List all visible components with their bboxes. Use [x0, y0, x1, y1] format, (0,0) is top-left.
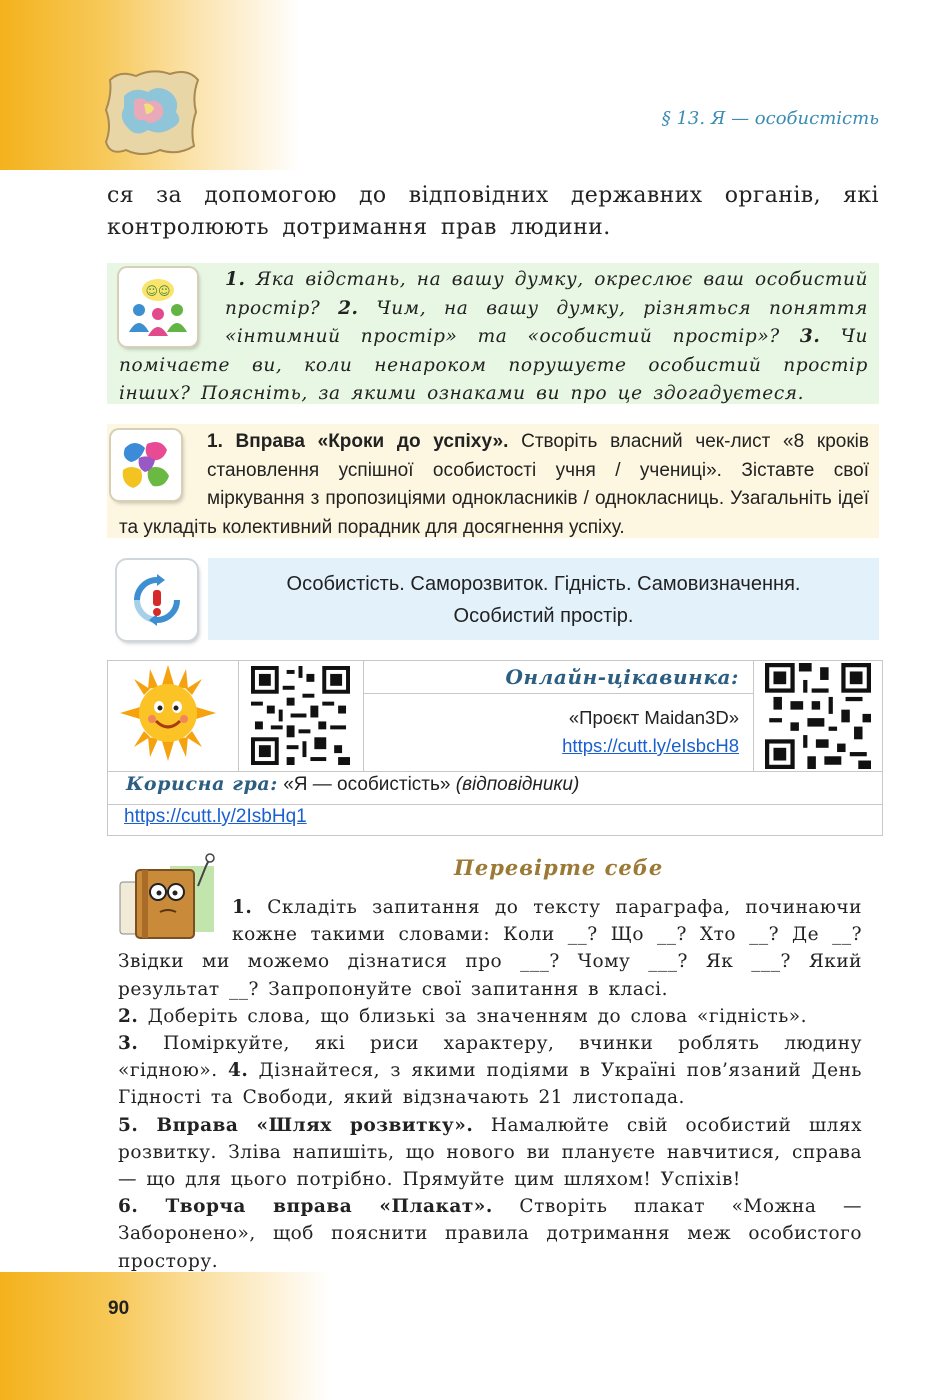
- task-2: [118, 1003, 862, 1030]
- intro-text: ся за допомогою до відповідних державних органів, які контролюють дотримання прав людини.: [107, 183, 879, 240]
- task-text: Поміркуйте, які риси характеру, вчинки роблять людину «гідною».: [118, 1033, 862, 1082]
- key-concepts-box: [208, 558, 879, 640]
- smiling-sun-icon: [118, 663, 218, 763]
- key-concepts-line2: Особистий простір.: [453, 605, 634, 627]
- online-section-title: Онлайн-цікавинка:: [505, 665, 739, 689]
- qr-code-project: [765, 663, 871, 769]
- online-resources-table: [107, 660, 883, 836]
- task-5: [118, 1112, 862, 1194]
- exercise-title: 1. Вправа «Кроки до успіху».: [207, 431, 509, 452]
- question-text: Яка відстань, на вашу думку, окреслює ваш особистий простір?: [225, 269, 868, 319]
- task-number: 1.: [232, 897, 253, 918]
- useful-game-link[interactable]: https://cutt.ly/2IsbHq1: [124, 806, 307, 827]
- project-link[interactable]: https://cutt.ly/eIsbcH8: [562, 735, 739, 756]
- task-text: Доберіть слова, що близькі за значенням до слова «гідність».: [138, 1005, 807, 1027]
- check-yourself-title: Перевірте себе: [454, 855, 664, 880]
- task-3-4: [118, 1030, 862, 1112]
- exercise-text: [119, 428, 869, 542]
- svg-text:☺☺: ☺☺: [145, 284, 171, 298]
- footer-decoration: [0, 1272, 330, 1400]
- task-number: 3.: [118, 1033, 139, 1055]
- exercise-body: Створіть власний чек-лист «8 кроків становлення успішної особистості учня / учениці». Зіставте свої міркування з пропозиціями однокласників / однокласниць. Узагальніть ідеї та укладіть колективний порадник для досягнення успіху.: [119, 431, 869, 538]
- project-name: «Проєкт Maidan3D»: [568, 707, 739, 728]
- task-number: 6. Творча вправа «Плакат».: [118, 1196, 493, 1218]
- question-text: Чи помічаєте ви, коли ненароком порушуєте особистий простір інших? Поясніть, за якими ознаками ви про це здогадуєтеся.: [119, 326, 868, 404]
- europe-map-scroll-icon: [100, 66, 204, 158]
- page-number: 90: [108, 1298, 130, 1319]
- question-number: 2.: [338, 297, 359, 319]
- task-number: 4.: [227, 1060, 249, 1082]
- task-text: Складіть запитання до тексту параграфа, починаючи кожне такими словами: Коли __? Що __? Хто __? Де __? Звідки ми можемо дізнатися про ___? Чому ___? Як ___? Який результат __? Запропонуйте свої запитання в класі.: [118, 897, 862, 1000]
- task-1: [118, 894, 862, 1003]
- exclamation-cycle-icon: [117, 560, 197, 640]
- intro-paragraph: [107, 180, 879, 244]
- task-6: [118, 1193, 862, 1275]
- useful-game-title: «Я — особистість»: [283, 774, 451, 795]
- task-number: 5. Вправа «Шлях розвитку».: [118, 1114, 474, 1136]
- task-text: Намалюйте свій особистий шлях розвитку. Зліва напишіть, що нового ви плануєте навчитися, справа — що для цього потрібно. Прямуйте цим шляхом! Успіхів!: [118, 1114, 863, 1191]
- qr-code-game: [251, 666, 350, 765]
- key-concepts-line1: Особистість. Саморозвиток. Гідність. Самовизначення.: [286, 573, 801, 595]
- useful-game-note: (відповідники): [455, 774, 580, 795]
- task-text: Створіть плакат «Можна — Заборонено», щоб пояснити правила дотримання меж особистого простору.: [118, 1196, 862, 1272]
- task-text: Дізнайтеся, з якими подіями в Україні пов’язаний День Гідності та Свободи, який відзначають 21 листопада.: [118, 1060, 862, 1109]
- discussion-questions-box: [107, 263, 879, 404]
- question-number: 1.: [225, 269, 246, 290]
- useful-game-row: [126, 773, 579, 796]
- question-text: Чим, на вашу думку, різняться поняття «інтимний простір» та «особистий простір»?: [225, 297, 868, 347]
- question-number: 3.: [799, 326, 821, 347]
- task-number: 2.: [118, 1005, 139, 1027]
- useful-game-label: Корисна гра:: [126, 773, 278, 795]
- discussion-questions: [119, 266, 868, 409]
- check-yourself-tasks: [118, 894, 862, 1275]
- exercise-box: [107, 424, 879, 538]
- running-head: § 13. Я — особистість: [661, 108, 879, 129]
